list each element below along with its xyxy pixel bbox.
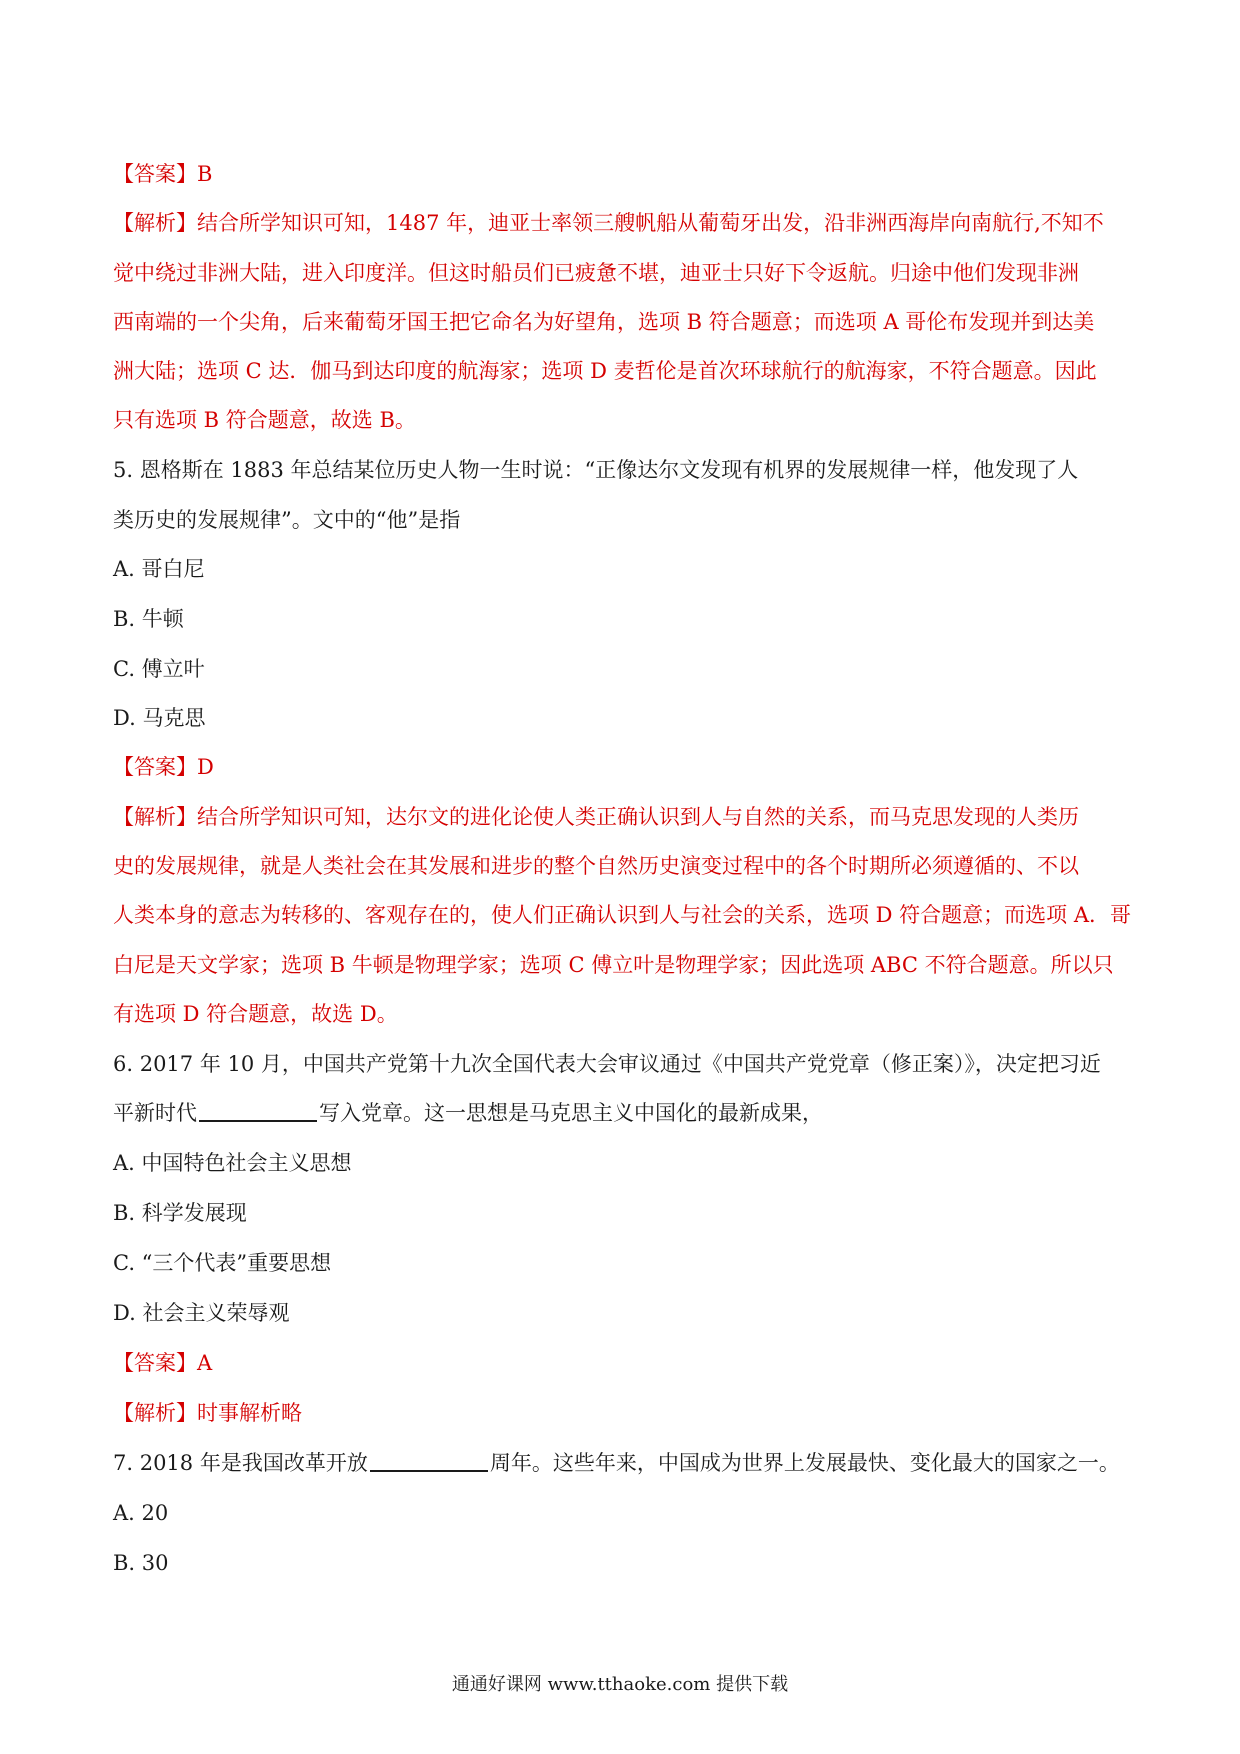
q6-option-a: A. 中国特色社会主义思想 [113, 1151, 352, 1175]
q4-analysis-line: 西南端的一个尖角，后来葡萄牙国王把它命名为好望角，选项 B 符合题意；而选项 A 哥伦布发现并到达美 [113, 310, 1095, 334]
q4-analysis-line: 洲大陆；选项 C 达．伽马到达印度的航海家；选项 D 麦哲伦是首次环球航行的航海家，不符合题意。因此 [113, 359, 1097, 383]
fill-blank [199, 1100, 317, 1122]
q5-analysis-line: 史的发展规律，就是人类社会在其发展和进步的整个自然历史演变过程中的各个时期所必须遵循的、不以 [113, 854, 1079, 878]
answer-tag: 【答案】 [113, 162, 197, 186]
answer-value: D [197, 755, 214, 779]
analysis-tag: 【解析】 [113, 805, 197, 829]
q4-analysis-line: 【解析】结合所学知识可知，1487 年，迪亚士率领三艘帆船从葡萄牙出发，沿非洲西海岸向南航行,不知不 [113, 211, 1104, 235]
q4-analysis-line: 觉中绕过非洲大陆，进入印度洋。但这时船员们已疲惫不堪，迪亚士只好下令返航。归途中他们发现非洲 [113, 261, 1079, 285]
q5-analysis-line: 有选项 D 符合题意，故选 D。 [113, 1002, 398, 1026]
q6-option-b: B. 科学发展现 [113, 1201, 247, 1225]
q5-option-c: C. 傅立叶 [113, 657, 205, 681]
q4-analysis-line: 只有选项 B 符合题意，故选 B。 [113, 408, 416, 432]
q7-option-a: A. 20 [113, 1501, 169, 1525]
q5-stem-line: 类历史的发展规律”。文中的“他”是指 [113, 508, 461, 532]
analysis-tag: 【解析】 [113, 1401, 197, 1425]
page-footer: 通通好课网 www.tthaoke.com 提供下载 [451, 1674, 789, 1695]
q5-stem-line: 5. 恩格斯在 1883 年总结某位历史人物一生时说：“正像达尔文发现有机界的发展规律一样，他发现了人 [113, 458, 1079, 482]
q5-analysis-line: 人类本身的意志为转移的、客观存在的，使人们正确认识到人与社会的关系，选项 D 符合题意；而选项 A．哥 [113, 903, 1132, 927]
q5-answer [113, 752, 214, 782]
answer-value: A [197, 1351, 213, 1375]
q4-answer [113, 159, 212, 189]
q5-option-a: A. 哥白尼 [113, 557, 205, 581]
q6-option-c: C. “三个代表”重要思想 [113, 1251, 332, 1275]
q5-option-d: D. 马克思 [113, 706, 206, 730]
answer-value: B [197, 162, 213, 186]
q6-analysis: 【解析】时事解析略 [113, 1401, 302, 1425]
q6-stem-line: 6. 2017 年 10 月，中国共产党第十九次全国代表大会审议通过《中国共产党党章（修正案）》，决定把习近 [113, 1052, 1101, 1076]
q5-option-b: B. 牛顿 [113, 607, 184, 631]
q7-stem: 7. 2018 年是我国改革开放 周年。这些年来，中国成为世界上发展最快、变化最大的国家之一。 [113, 1451, 1120, 1475]
answer-tag: 【答案】 [113, 1351, 197, 1375]
q6-option-d: D. 社会主义荣辱观 [113, 1301, 290, 1325]
q6-answer [113, 1348, 212, 1378]
q5-analysis-line: 白尼是天文学家；选项 B 牛顿是物理学家；选项 C 傅立叶是物理学家；因此选项 ABC 不符合题意。所以只 [113, 953, 1114, 977]
fill-blank [370, 1450, 488, 1472]
q5-analysis-line: 【解析】结合所学知识可知，达尔文的进化论使人类正确认识到人与自然的关系，而马克思发现的人类历 [113, 805, 1079, 829]
q6-stem-line: 平新时代 写入党章。这一思想是马克思主义中国化的最新成果， [113, 1101, 823, 1125]
analysis-tag: 【解析】 [113, 211, 197, 235]
q7-option-b: B. 30 [113, 1551, 169, 1575]
answer-tag: 【答案】 [113, 755, 197, 779]
